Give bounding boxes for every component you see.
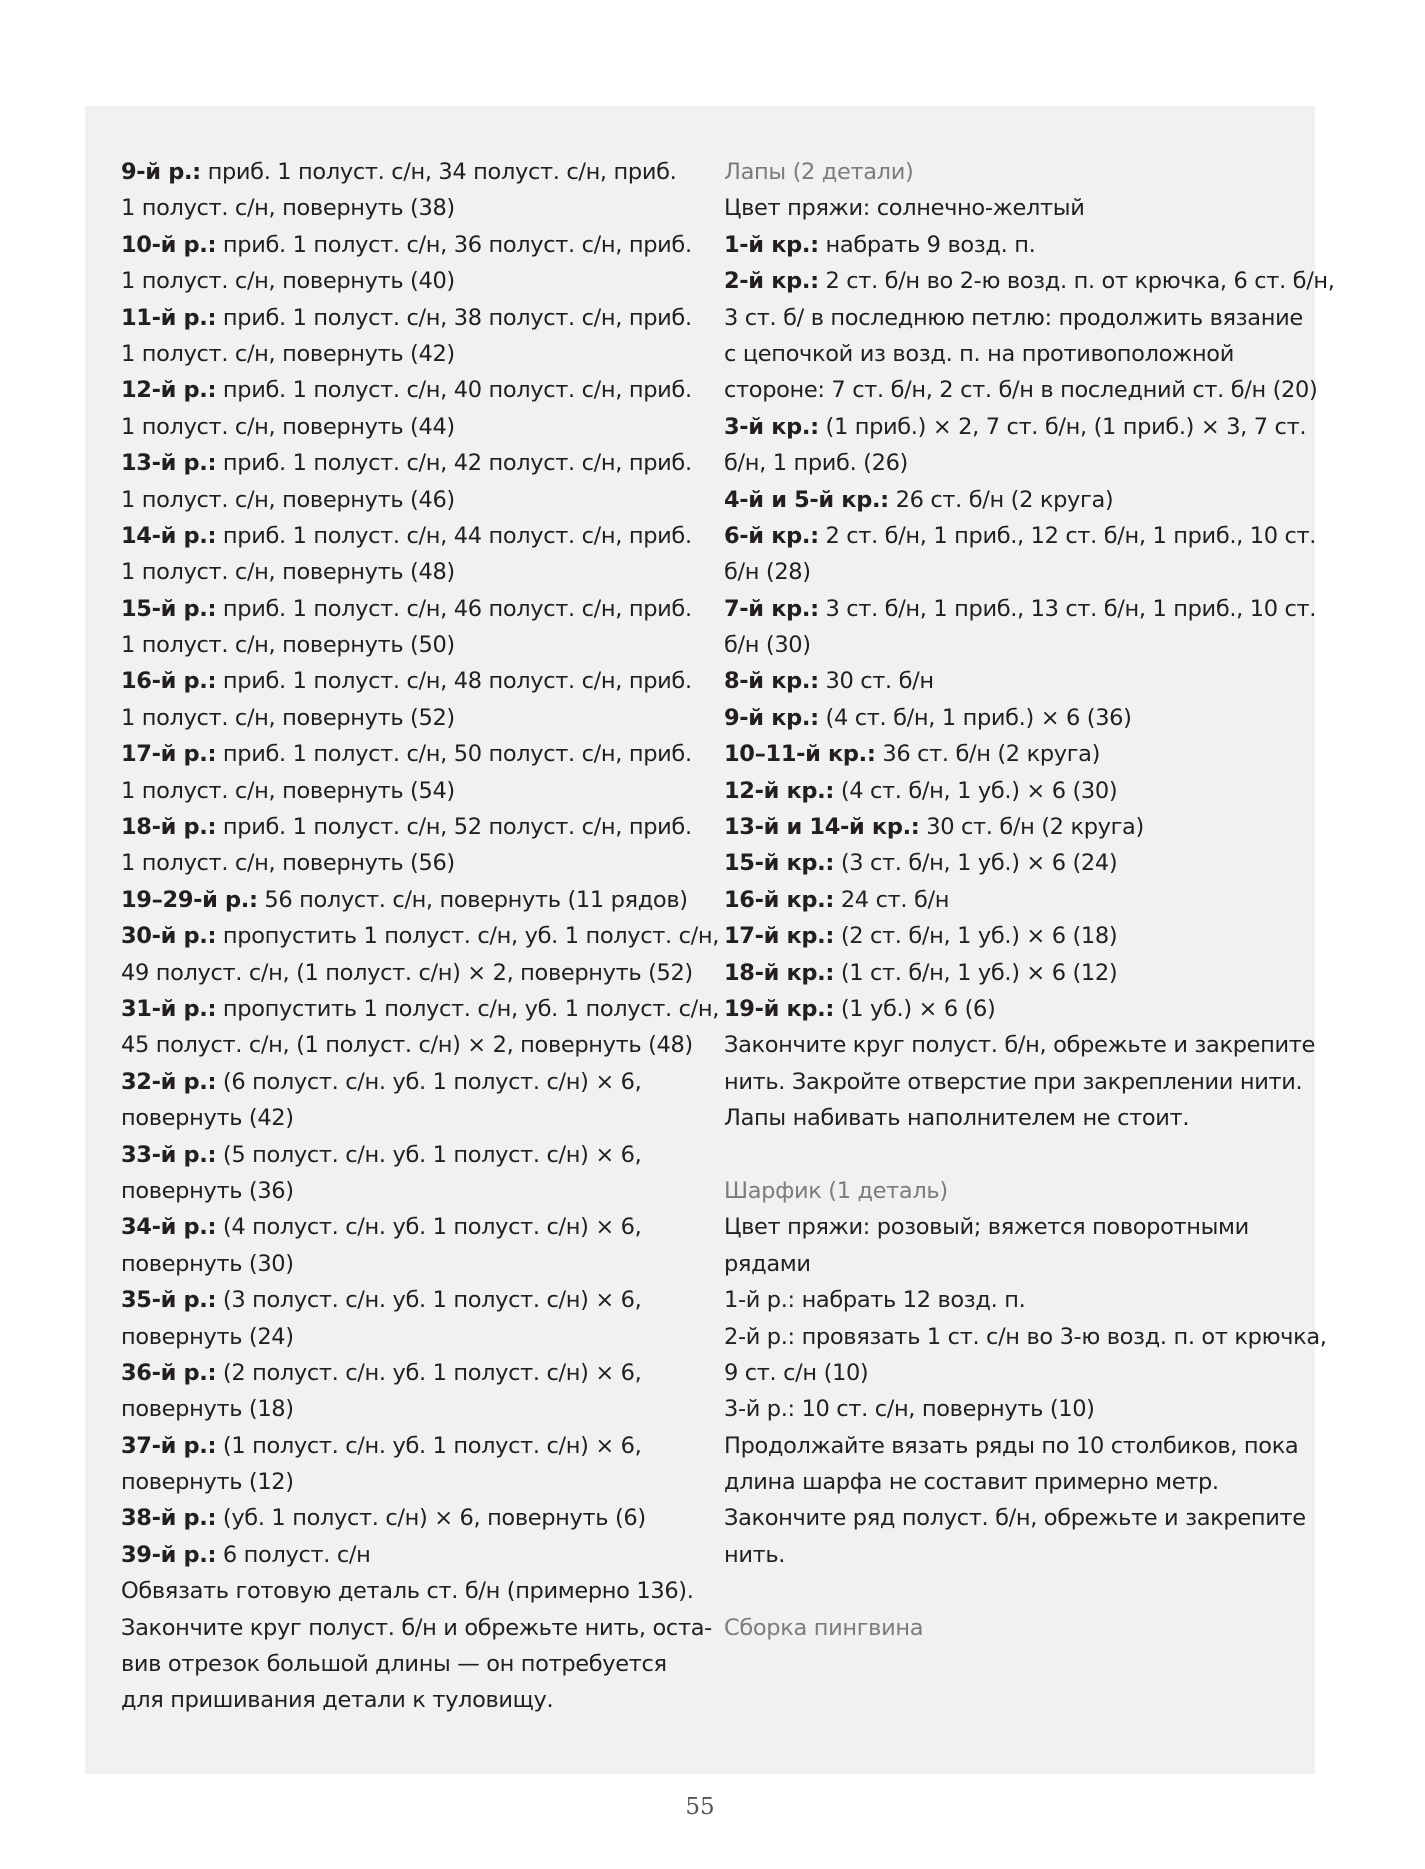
instruction-text: 24 ст. б/н bbox=[834, 886, 950, 913]
row-label: 38-й р.: bbox=[121, 1505, 217, 1532]
row-label: 34-й р.: bbox=[121, 1214, 217, 1241]
instruction-text: приб. 1 полуст. с/н, 34 полуст. с/н, приб. bbox=[200, 159, 677, 185]
instruction-line bbox=[724, 336, 1304, 372]
row-label: 13-й и 14-й кр.: bbox=[724, 814, 920, 841]
instruction-line bbox=[724, 1464, 1304, 1500]
instruction-line bbox=[724, 882, 1304, 918]
instruction-line bbox=[121, 154, 681, 190]
instruction-text: приб. 1 полуст. с/н, 50 полуст. с/н, приб. bbox=[216, 741, 692, 768]
row-label: 18-й р.: bbox=[121, 814, 217, 841]
instruction-line bbox=[121, 591, 692, 627]
instruction-text: (4 ст. б/н, 1 приб.) × 6 (36) bbox=[818, 704, 1132, 731]
row-label: 1-й кр.: bbox=[724, 231, 819, 258]
instruction-text: (2 ст. б/н, 1 уб.) × 6 (18) bbox=[834, 923, 1118, 950]
instruction-text: (уб. 1 полуст. с/н) × 6, повернуть (6) bbox=[216, 1505, 646, 1532]
instruction-text: приб. 1 полуст. с/н, 40 полуст. с/н, приб. bbox=[216, 377, 692, 404]
instruction-text: 9 ст. с/н (10) bbox=[724, 1359, 869, 1386]
instruction-line bbox=[121, 773, 681, 809]
instruction-line bbox=[724, 1537, 1304, 1573]
row-label: 12-й р.: bbox=[121, 377, 217, 404]
instruction-text: Закончите круг полуст. б/н и обрежьте нить, оста- bbox=[121, 1614, 712, 1641]
instruction-text: (6 полуст. с/н. уб. 1 полуст. с/н) × 6, bbox=[216, 1068, 642, 1095]
row-label: 18-й кр.: bbox=[724, 959, 835, 986]
section-heading: Сборка пингвина bbox=[724, 1614, 924, 1641]
section-heading: Лапы (2 детали) bbox=[724, 159, 914, 185]
right-column bbox=[724, 154, 1335, 1646]
instruction-line bbox=[121, 372, 692, 408]
instruction-text: рядами bbox=[724, 1250, 811, 1277]
instruction-line bbox=[724, 300, 1304, 336]
instruction-line bbox=[121, 845, 681, 881]
instruction-line bbox=[724, 554, 1304, 590]
instruction-line bbox=[121, 1391, 681, 1427]
instruction-line bbox=[724, 845, 1304, 881]
page-number: 55 bbox=[685, 1794, 715, 1820]
instruction-text: 1 полуст. с/н, повернуть (52) bbox=[121, 704, 455, 731]
instruction-text: 1 полуст. с/н, повернуть (44) bbox=[121, 413, 455, 440]
instruction-line bbox=[121, 1209, 681, 1245]
instruction-text: (1 приб.) × 2, 7 ст. б/н, (1 приб.) × 3, 7 ст. bbox=[818, 413, 1307, 440]
instruction-line bbox=[121, 227, 692, 263]
instruction-text: пропустить 1 полуст. с/н, уб. 1 полуст. с/н, bbox=[216, 923, 720, 950]
instruction-text: приб. 1 полуст. с/н, 46 полуст. с/н, приб. bbox=[216, 595, 692, 622]
instruction-line bbox=[121, 1573, 694, 1609]
instruction-line bbox=[121, 263, 681, 299]
instruction-text: (3 полуст. с/н. уб. 1 полуст. с/н) × 6, bbox=[216, 1287, 642, 1314]
instruction-line bbox=[121, 300, 692, 336]
instruction-line bbox=[724, 1355, 1304, 1391]
instruction-text: Продолжайте вязать ряды по 10 столбиков, пока bbox=[724, 1432, 1299, 1459]
instruction-line bbox=[121, 1355, 681, 1391]
row-label: 12-й кр.: bbox=[724, 777, 835, 804]
instruction-line bbox=[121, 1610, 712, 1646]
instruction-text: 3 ст. б/ в последнюю петлю: продолжить вязание bbox=[724, 304, 1303, 331]
instruction-line bbox=[724, 1319, 1327, 1355]
instruction-line bbox=[121, 1027, 693, 1063]
instruction-text: Лапы набивать наполнителем не стоит. bbox=[724, 1105, 1190, 1132]
row-label: 35-й р.: bbox=[121, 1287, 217, 1314]
instruction-text: 3 ст. б/н, 1 приб., 13 ст. б/н, 1 приб., 10 ст. bbox=[818, 595, 1317, 622]
instruction-line bbox=[121, 190, 681, 226]
instruction-line bbox=[724, 700, 1304, 736]
instruction-text: 1 полуст. с/н, повернуть (50) bbox=[121, 632, 455, 659]
instruction-line bbox=[724, 1391, 1304, 1427]
instruction-text: (1 полуст. с/н. уб. 1 полуст. с/н) × 6, bbox=[216, 1432, 642, 1459]
instruction-line bbox=[121, 1137, 681, 1173]
instruction-text: Цвет пряжи: розовый; вяжется поворотными bbox=[724, 1214, 1249, 1241]
instruction-line bbox=[121, 1064, 681, 1100]
instruction-line bbox=[724, 1209, 1304, 1245]
instruction-text: 26 ст. б/н (2 круга) bbox=[888, 486, 1114, 513]
section-spacer bbox=[724, 1137, 1304, 1173]
instruction-line bbox=[121, 700, 681, 736]
row-label: 2-й кр.: bbox=[724, 268, 819, 295]
instruction-text: б/н (30) bbox=[724, 632, 811, 659]
instruction-text: Закончите ряд полуст. б/н, обрежьте и закрепите bbox=[724, 1505, 1306, 1532]
row-label: 9-й кр.: bbox=[724, 704, 819, 731]
instruction-text: с цепочкой из возд. п. на противоположной bbox=[724, 340, 1234, 367]
instruction-text: Обвязать готовую деталь ст. б/н (примерно 136). bbox=[121, 1578, 694, 1605]
instruction-line bbox=[724, 955, 1304, 991]
row-label: 3-й кр.: bbox=[724, 413, 819, 440]
row-label: 13-й р.: bbox=[121, 450, 217, 477]
instruction-text: приб. 1 полуст. с/н, 52 полуст. с/н, приб. bbox=[216, 814, 692, 841]
row-label: 11-й р.: bbox=[121, 304, 217, 331]
instruction-line bbox=[724, 1500, 1304, 1536]
left-column bbox=[121, 154, 720, 1719]
instruction-line bbox=[724, 663, 1304, 699]
instruction-text: 3-й р.: 10 ст. с/н, повернуть (10) bbox=[724, 1396, 1095, 1423]
instruction-line bbox=[724, 482, 1304, 518]
instruction-text: 1 полуст. с/н, повернуть (46) bbox=[121, 486, 455, 513]
instruction-line bbox=[121, 1500, 681, 1536]
instruction-text: стороне: 7 ст. б/н, 2 ст. б/н в последний ст. б/н (20) bbox=[724, 377, 1318, 404]
instruction-line bbox=[121, 445, 692, 481]
instruction-text: Цвет пряжи: солнечно-желтый bbox=[724, 195, 1085, 222]
instruction-text: 1 полуст. с/н, повернуть (40) bbox=[121, 268, 455, 295]
row-label: 30-й р.: bbox=[121, 923, 217, 950]
instruction-text: 1-й р.: набрать 12 возд. п. bbox=[724, 1287, 1026, 1314]
instruction-text: нить. bbox=[724, 1541, 786, 1568]
row-label: 8-й кр.: bbox=[724, 668, 819, 695]
instruction-line bbox=[121, 1100, 681, 1136]
instruction-text: 36 ст. б/н (2 круга) bbox=[875, 741, 1101, 768]
instruction-line bbox=[724, 190, 1304, 226]
instruction-text: (1 уб.) × 6 (6) bbox=[834, 995, 996, 1022]
row-label: 15-й р.: bbox=[121, 595, 217, 622]
instruction-line bbox=[724, 1246, 1304, 1282]
row-label: 32-й р.: bbox=[121, 1068, 217, 1095]
instruction-text: приб. 1 полуст. с/н, 42 полуст. с/н, приб. bbox=[216, 450, 692, 477]
instruction-line bbox=[121, 1646, 681, 1682]
row-label: 31-й р.: bbox=[121, 995, 217, 1022]
instruction-text: 45 полуст. с/н, (1 полуст. с/н) × 2, повернуть (48) bbox=[121, 1032, 693, 1059]
instruction-line bbox=[724, 372, 1318, 408]
instruction-text: 1 полуст. с/н, повернуть (38) bbox=[121, 195, 455, 222]
instruction-text: (4 ст. б/н, 1 уб.) × 6 (30) bbox=[834, 777, 1118, 804]
instruction-line bbox=[121, 955, 693, 991]
instruction-text: 30 ст. б/н bbox=[818, 668, 934, 695]
row-label: 7-й кр.: bbox=[724, 595, 819, 622]
instruction-line bbox=[121, 882, 688, 918]
row-label: 36-й р.: bbox=[121, 1359, 217, 1386]
instruction-line bbox=[724, 227, 1304, 263]
instruction-line bbox=[121, 1682, 681, 1718]
instruction-text: 2 ст. б/н, 1 приб., 12 ст. б/н, 1 приб., 10 ст. bbox=[818, 522, 1317, 549]
section-heading: Шарфик (1 деталь) bbox=[724, 1177, 948, 1204]
instruction-line bbox=[121, 336, 681, 372]
instruction-line bbox=[121, 1282, 681, 1318]
instruction-line bbox=[724, 445, 1304, 481]
instruction-line bbox=[724, 409, 1307, 445]
instruction-line bbox=[121, 1319, 681, 1355]
section-spacer bbox=[724, 1573, 1304, 1609]
instruction-text: приб. 1 полуст. с/н, 36 полуст. с/н, приб. bbox=[216, 231, 692, 258]
instruction-text: (1 ст. б/н, 1 уб.) × 6 (12) bbox=[834, 959, 1118, 986]
row-label: 33-й р.: bbox=[121, 1141, 217, 1168]
instruction-text: 1 полуст. с/н, повернуть (54) bbox=[121, 777, 455, 804]
instruction-text: вив отрезок большой длины — он потребуется bbox=[121, 1651, 667, 1678]
instruction-line bbox=[121, 918, 720, 954]
instruction-line bbox=[724, 809, 1304, 845]
instruction-line bbox=[724, 918, 1304, 954]
instruction-line bbox=[121, 482, 681, 518]
instruction-line bbox=[121, 1246, 681, 1282]
row-label: 15-й кр.: bbox=[724, 850, 835, 877]
row-label: 6-й кр.: bbox=[724, 522, 819, 549]
instruction-line bbox=[724, 1428, 1304, 1464]
instruction-text: приб. 1 полуст. с/н, 48 полуст. с/н, приб. bbox=[216, 668, 692, 695]
row-label: 9-й р.: bbox=[121, 159, 201, 185]
instruction-line bbox=[724, 1282, 1304, 1318]
instruction-line bbox=[724, 518, 1317, 554]
row-label: 37-й р.: bbox=[121, 1432, 217, 1459]
instruction-line bbox=[121, 991, 720, 1027]
row-label: 10-й р.: bbox=[121, 231, 217, 258]
instruction-line bbox=[121, 1173, 681, 1209]
instruction-text: повернуть (42) bbox=[121, 1105, 294, 1132]
instruction-text: нить. Закройте отверстие при закреплении нити. bbox=[724, 1068, 1303, 1095]
instruction-line bbox=[121, 409, 681, 445]
instruction-line bbox=[724, 1027, 1316, 1063]
row-label: 19–29-й р.: bbox=[121, 886, 258, 913]
instruction-line bbox=[724, 627, 1304, 663]
instruction-line bbox=[121, 627, 681, 663]
instruction-line bbox=[121, 663, 692, 699]
instruction-line bbox=[121, 736, 692, 772]
instruction-text: 6 полуст. с/н bbox=[216, 1541, 371, 1568]
instruction-line bbox=[724, 773, 1304, 809]
instruction-line bbox=[121, 1464, 681, 1500]
instruction-text: набрать 9 возд. п. bbox=[818, 231, 1036, 258]
row-label: 19-й кр.: bbox=[724, 995, 835, 1022]
instruction-text: 1 полуст. с/н, повернуть (48) bbox=[121, 559, 455, 586]
instruction-line bbox=[724, 263, 1335, 299]
row-label: 39-й р.: bbox=[121, 1541, 217, 1568]
instruction-line bbox=[724, 736, 1304, 772]
instruction-text: 1 полуст. с/н, повернуть (56) bbox=[121, 850, 455, 877]
instruction-text: 2-й р.: провязать 1 ст. с/н во 3-ю возд. п. от крючка, bbox=[724, 1323, 1327, 1350]
row-label: 17-й кр.: bbox=[724, 923, 835, 950]
instruction-line bbox=[724, 1100, 1304, 1136]
instruction-text: Закончите круг полуст. б/н, обрежьте и закрепите bbox=[724, 1032, 1316, 1059]
instruction-text: приб. 1 полуст. с/н, 38 полуст. с/н, приб. bbox=[216, 304, 692, 331]
instruction-text: б/н (28) bbox=[724, 559, 811, 586]
row-label: 10–11-й кр.: bbox=[724, 741, 876, 768]
row-label: 16-й кр.: bbox=[724, 886, 835, 913]
instruction-text: пропустить 1 полуст. с/н, уб. 1 полуст. с/н, bbox=[216, 995, 720, 1022]
row-label: 16-й р.: bbox=[121, 668, 217, 695]
instruction-line bbox=[121, 1537, 681, 1573]
instruction-text: приб. 1 полуст. с/н, 44 полуст. с/н, приб. bbox=[216, 522, 692, 549]
instruction-text: 49 полуст. с/н, (1 полуст. с/н) × 2, повернуть (52) bbox=[121, 959, 693, 986]
row-label: 14-й р.: bbox=[121, 522, 217, 549]
instruction-text: повернуть (12) bbox=[121, 1469, 294, 1496]
row-label: 4-й и 5-й кр.: bbox=[724, 486, 889, 513]
instruction-text: 56 полуст. с/н, повернуть (11 рядов) bbox=[257, 886, 688, 913]
instruction-line bbox=[724, 591, 1317, 627]
instruction-text: 1 полуст. с/н, повернуть (42) bbox=[121, 340, 455, 367]
instruction-text: (5 полуст. с/н. уб. 1 полуст. с/н) × 6, bbox=[216, 1141, 642, 1168]
row-label: 17-й р.: bbox=[121, 741, 217, 768]
instruction-text: повернуть (30) bbox=[121, 1250, 294, 1277]
instruction-line bbox=[121, 518, 692, 554]
instruction-line bbox=[121, 554, 681, 590]
instruction-text: (2 полуст. с/н. уб. 1 полуст. с/н) × 6, bbox=[216, 1359, 642, 1386]
instruction-text: (3 ст. б/н, 1 уб.) × 6 (24) bbox=[834, 850, 1118, 877]
instruction-line bbox=[121, 1428, 681, 1464]
instruction-text: 2 ст. б/н во 2-ю возд. п. от крючка, 6 ст. б/н, bbox=[818, 268, 1335, 295]
instruction-text: повернуть (24) bbox=[121, 1323, 294, 1350]
instruction-text: повернуть (36) bbox=[121, 1177, 294, 1204]
instruction-line bbox=[724, 1064, 1304, 1100]
instruction-text: б/н, 1 приб. (26) bbox=[724, 450, 908, 477]
instruction-text: повернуть (18) bbox=[121, 1396, 294, 1423]
instruction-text: (4 полуст. с/н. уб. 1 полуст. с/н) × 6, bbox=[216, 1214, 642, 1241]
instruction-text: для пришивания детали к туловищу. bbox=[121, 1687, 554, 1714]
instruction-line bbox=[724, 991, 1304, 1027]
instruction-text: длина шарфа не составит примерно метр. bbox=[724, 1469, 1219, 1496]
instruction-text: 30 ст. б/н (2 круга) bbox=[919, 814, 1144, 841]
instruction-line bbox=[121, 809, 692, 845]
